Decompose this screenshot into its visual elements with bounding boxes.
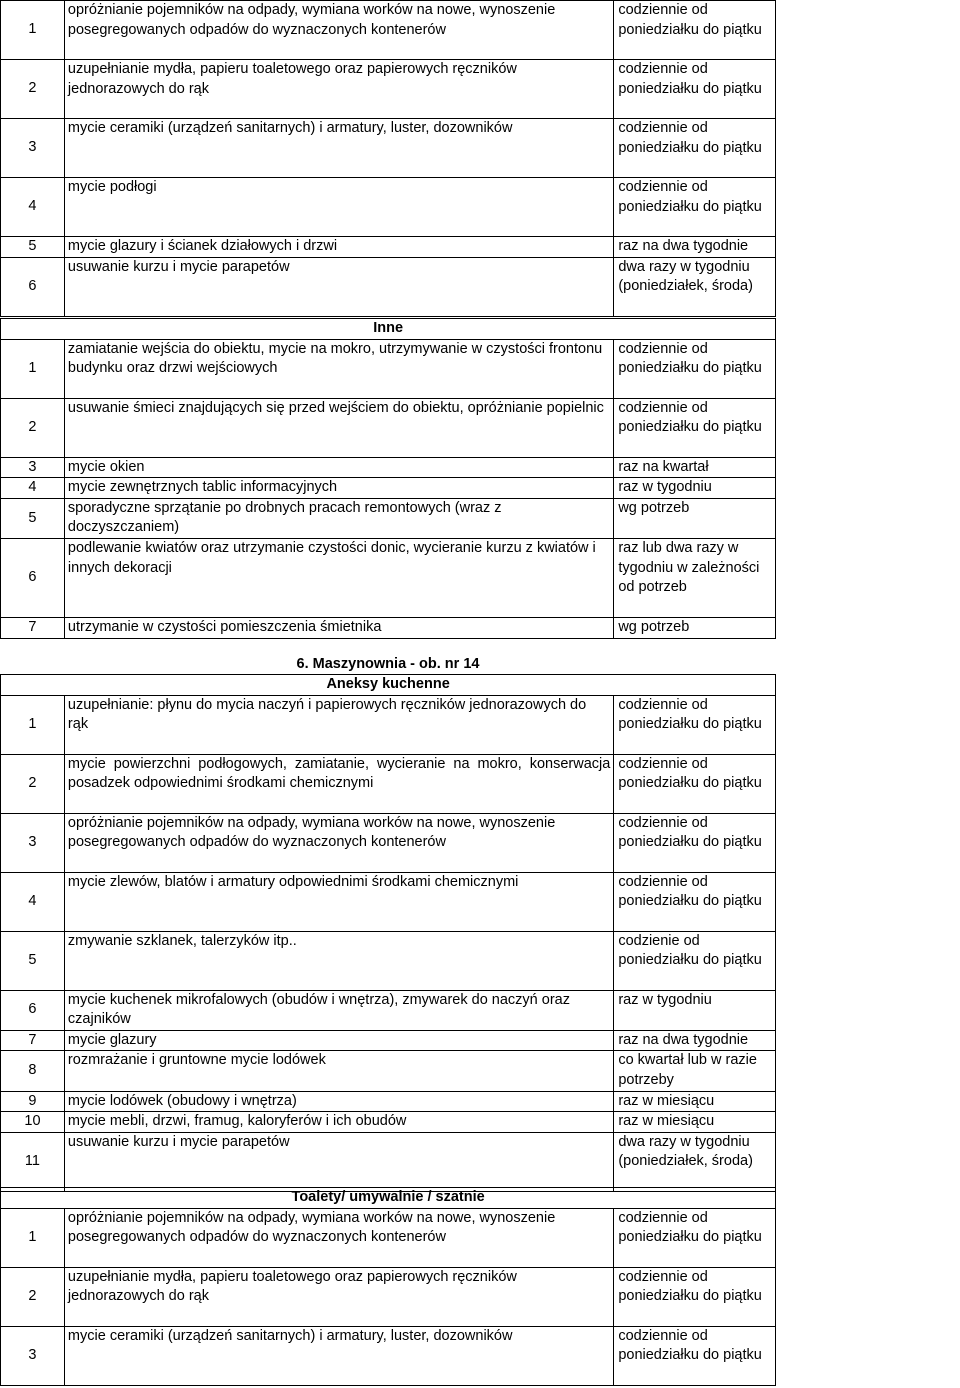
task-description: usuwanie kurzu i mycie parapetów — [64, 257, 613, 316]
task-description: mycie ceramiki (urządzeń sanitarnych) i armatury, luster, dozowników — [64, 1326, 613, 1385]
task-description: mycie ceramiki (urządzeń sanitarnych) i armatury, luster, dozowników — [64, 119, 613, 178]
row-number: 5 — [1, 931, 65, 990]
task-frequency: codziennie od poniedziałku do piątku — [614, 754, 776, 813]
task-description: mycie podłogi — [64, 178, 613, 237]
row-number: 3 — [1, 119, 65, 178]
row-number: 6 — [1, 538, 65, 617]
task-description: mycie zlewów, blatów i armatury odpowiednimi środkami chemicznymi — [64, 872, 613, 931]
section-header: Inne — [1, 319, 776, 340]
row-number: 5 — [1, 498, 65, 538]
task-frequency: codziennie od poniedziałku do piątku — [614, 119, 776, 178]
row-number: 10 — [1, 1112, 65, 1133]
task-frequency: codziennie od poniedziałku do piątku — [614, 1267, 776, 1326]
table-row — [1, 1326, 960, 1385]
schedule-table-inne — [0, 318, 960, 639]
row-number: 2 — [1, 1267, 65, 1326]
task-frequency: raz w miesiącu — [614, 1091, 776, 1112]
task-description: mycie glazury i ścianek działowych i drzwi — [64, 237, 613, 258]
task-description: mycie glazury — [64, 1030, 613, 1051]
task-frequency: codziennie od poniedziałku do piątku — [614, 813, 776, 872]
table-row — [1, 478, 960, 499]
task-frequency: raz w miesiącu — [614, 1112, 776, 1133]
row-number: 1 — [1, 695, 65, 754]
row-number: 5 — [1, 237, 65, 258]
task-description: opróżnianie pojemników na odpady, wymiana worków na nowe, wynoszenie posegregowanych odpadów do wyznaczonych kontenerów — [64, 1, 613, 60]
section-header: Aneksy kuchenne — [1, 675, 776, 696]
row-number: 7 — [1, 1030, 65, 1051]
row-number: 8 — [1, 1051, 65, 1091]
task-frequency: codzienie od poniedziałku do piątku — [614, 931, 776, 990]
table-row — [1, 990, 960, 1030]
table-row — [1, 1030, 960, 1051]
task-description: mycie powierzchni podłogowych, zamiatanie, wycieranie na mokro, konserwacja posadzek odpowiednimi środkami chemicznymi — [64, 754, 613, 813]
task-frequency: raz na dwa tygodnie — [614, 237, 776, 258]
task-description: zamiatanie wejścia do obiektu, mycie na mokro, utrzymywanie w czystości frontonu budynku oraz drzwi wejściowych — [64, 339, 613, 398]
task-frequency: wg potrzeb — [614, 617, 776, 638]
task-description: mycie lodówek (obudowy i wnętrza) — [64, 1091, 613, 1112]
task-frequency: dwa razy w tygodniu (poniedziałek, środa) — [614, 257, 776, 316]
table-row — [1, 257, 960, 316]
schedule-table-top — [0, 0, 960, 317]
table-row — [1, 1, 960, 60]
row-number: 3 — [1, 457, 65, 478]
task-frequency: codziennie od poniedziałku do piątku — [614, 1208, 776, 1267]
table-row — [1, 1208, 960, 1267]
task-frequency: wg potrzeb — [614, 498, 776, 538]
table-row — [1, 178, 960, 237]
table-row — [1, 119, 960, 178]
task-frequency: codziennie od poniedziałku do piątku — [614, 178, 776, 237]
row-number: 4 — [1, 478, 65, 499]
schedule-table-maszynownia — [0, 674, 960, 1192]
task-description: podlewanie kwiatów oraz utrzymanie czystości donic, wycieranie kurzu z kwiatów i innych dekoracji — [64, 538, 613, 617]
table-row — [1, 457, 960, 478]
task-description: mycie mebli, drzwi, framug, kaloryferów i ich obudów — [64, 1112, 613, 1133]
schedule-table-toalety — [0, 1187, 960, 1386]
table-row — [1, 60, 960, 119]
row-number: 9 — [1, 1091, 65, 1112]
row-number: 1 — [1, 1208, 65, 1267]
task-description: mycie kuchenek mikrofalowych (obudów i wnętrza), zmywarek do naczyń oraz czajników — [64, 990, 613, 1030]
table-row — [1, 1112, 960, 1133]
row-number: 6 — [1, 257, 65, 316]
table-row — [1, 1267, 960, 1326]
table-row — [1, 754, 960, 813]
task-frequency: raz lub dwa razy w tygodniu w zależności od potrzeb — [614, 538, 776, 617]
row-number: 3 — [1, 1326, 65, 1385]
table-row — [1, 1051, 960, 1091]
section-title: 6. Maszynownia - ob. nr 14 — [296, 656, 480, 672]
row-number: 11 — [1, 1132, 65, 1191]
row-number: 2 — [1, 398, 65, 457]
table-row — [1, 339, 960, 398]
task-frequency: raz na dwa tygodnie — [614, 1030, 776, 1051]
row-number: 2 — [1, 754, 65, 813]
task-description: uzupełnianie mydła, papieru toaletowego oraz papierowych ręczników jednorazowych do rąk — [64, 60, 613, 119]
row-number: 1 — [1, 339, 65, 398]
task-frequency: raz na kwartał — [614, 457, 776, 478]
table-row — [1, 813, 960, 872]
row-number: 7 — [1, 617, 65, 638]
task-description: usuwanie kurzu i mycie parapetów — [64, 1132, 613, 1191]
task-description: zmywanie szklanek, talerzyków itp.. — [64, 931, 613, 990]
table-row — [1, 931, 960, 990]
table-row — [1, 695, 960, 754]
task-description: uzupełnianie mydła, papieru toaletowego oraz papierowych ręczników jednorazowych do rąk — [64, 1267, 613, 1326]
task-frequency: codziennie od poniedziałku do piątku — [614, 872, 776, 931]
task-frequency: codziennie od poniedziałku do piątku — [614, 339, 776, 398]
table-row — [1, 617, 960, 638]
task-frequency: codziennie od poniedziałku do piątku — [614, 695, 776, 754]
row-number: 4 — [1, 872, 65, 931]
task-description: uzupełnianie: płynu do mycia naczyń i papierowych ręczników jednorazowych do rąk — [64, 695, 613, 754]
table-row — [1, 1091, 960, 1112]
task-frequency: co kwartał lub w razie potrzeby — [614, 1051, 776, 1091]
task-frequency: raz w tygodniu — [614, 990, 776, 1030]
row-number: 3 — [1, 813, 65, 872]
table-row — [1, 237, 960, 258]
row-number: 2 — [1, 60, 65, 119]
task-description: utrzymanie w czystości pomieszczenia śmietnika — [64, 617, 613, 638]
task-frequency: codziennie od poniedziałku do piątku — [614, 1326, 776, 1385]
row-number: 4 — [1, 178, 65, 237]
task-frequency: codziennie od poniedziałku do piątku — [614, 60, 776, 119]
task-description: opróżnianie pojemników na odpady, wymiana worków na nowe, wynoszenie posegregowanych odpadów do wyznaczonych kontenerów — [64, 1208, 613, 1267]
task-frequency: codziennie od poniedziałku do piątku — [614, 1, 776, 60]
table-row — [1, 872, 960, 931]
task-frequency: codziennie od poniedziałku do piątku — [614, 398, 776, 457]
table-row — [1, 538, 960, 617]
section-header: Toalety/ umywalnie / szatnie — [1, 1188, 776, 1209]
row-number: 1 — [1, 1, 65, 60]
task-description: usuwanie śmieci znajdujących się przed wejściem do obiektu, opróżnianie popielnic — [64, 398, 613, 457]
task-description: opróżnianie pojemników na odpady, wymiana worków na nowe, wynoszenie posegregowanych odpadów do wyznaczonych kontenerów — [64, 813, 613, 872]
task-description: sporadyczne sprzątanie po drobnych pracach remontowych (wraz z doczyszczaniem) — [64, 498, 613, 538]
task-description: mycie zewnętrznych tablic informacyjnych — [64, 478, 613, 499]
row-number: 6 — [1, 990, 65, 1030]
task-frequency: raz w tygodniu — [614, 478, 776, 499]
task-frequency: dwa razy w tygodniu (poniedziałek, środa) — [614, 1132, 776, 1191]
task-description: rozmrażanie i gruntowne mycie lodówek — [64, 1051, 613, 1091]
table-row — [1, 498, 960, 538]
table-row — [1, 398, 960, 457]
table-row — [1, 1132, 960, 1191]
task-description: mycie okien — [64, 457, 613, 478]
